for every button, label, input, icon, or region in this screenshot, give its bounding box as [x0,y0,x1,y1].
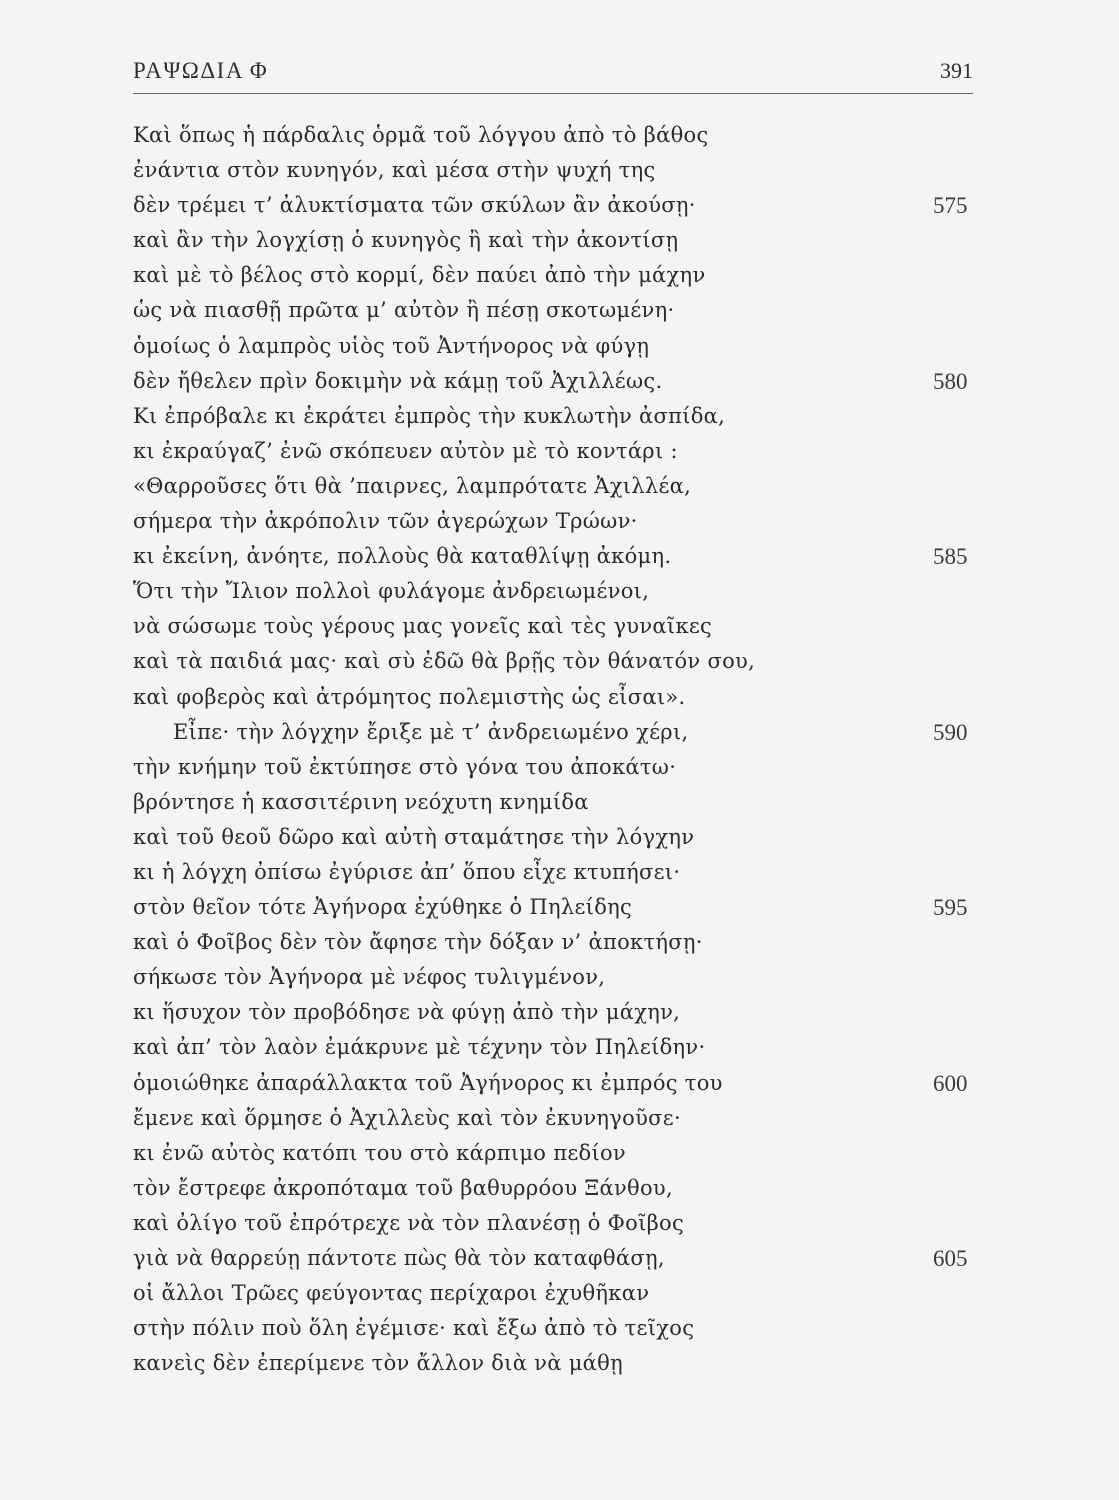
verse-line [133,1171,993,1206]
verse-text: καὶ ὁ Φοῖβος δὲν τὸν ἄφησε τὴν δόξαν ν’ ἀποκτήσῃ· [133,930,703,955]
verse-text: ὡς νὰ πιασθῇ πρῶτα μ’ αὐτὸν ἢ πέσῃ σκοτωμένη· [133,298,675,323]
verse-line [133,258,993,293]
verse-text: ὁμοίως ὁ λαμπρὸς υἱὸς τοῦ Ἀντήνορος νὰ φύγῃ [133,333,650,358]
verse-line [133,785,993,820]
verse-text: Εἶπε· τὴν λόγχην ἔριξε μὲ τ’ ἀνδρειωμένο χέρι, [173,719,689,744]
verse-text: δὲν ἤθελεν πρὶν δοκιμὴν νὰ κάμῃ τοῦ Ἀχιλλέως. [133,368,663,393]
verse-line [133,1136,993,1171]
page-number: 391 [940,58,973,83]
verse-text: κι ἡ λόγχη ὀπίσω ἐγύρισε ἀπ’ ὅπου εἶχε κτυπήσει· [133,859,681,884]
verse-line [133,644,993,679]
verse-text: γιὰ νὰ θαρρεύῃ πάντοτε πὼς θὰ τὸν καταφθάσῃ, [133,1246,665,1270]
verse-line [133,153,993,188]
verse-line [133,1206,993,1241]
line-number: 585 [933,544,968,570]
verse-line [133,820,993,855]
header-rule [133,93,973,94]
verse-line [133,434,993,469]
verse-line [133,329,993,364]
line-number: 605 [933,1246,968,1271]
verse-text: στὴν πόλιν ποὺ ὅλη ἐγέμισε· καὶ ἔξω ἀπὸ τὸ τεῖχος [133,1316,695,1341]
verse-text: ἔμενε καὶ ὅρμησε ὁ Ἀχιλλεὺς καὶ τὸν ἐκυνηγοῦσε· [133,1105,681,1130]
verse-line [133,715,993,750]
verse-text: καὶ ὀλίγο τοῦ ἐπρότρεχε νὰ τὸν πλανέσῃ ὁ Φοῖβος [133,1210,685,1235]
verse-line [133,1030,993,1065]
verse-text: νὰ σώσωμε τοὺς γέρους μας γονεῖς καὶ τὲς γυναῖκες [133,614,713,639]
verse-line [133,539,993,574]
verse-line [133,469,993,504]
verse-line [133,855,993,890]
verse-text: κι ἐκραύγαζ’ ἐνῶ σκόπευεν αὐτὸν μὲ τὸ κοντάρι : [133,438,678,463]
verse-text: δὲν τρέμει τ’ ἀλυκτίσματα τῶν σκύλων ἂν ἀκούσῃ· [133,193,696,218]
verse-line [133,1346,993,1381]
verse-text: κι ἐκείνη, ἀνόητε, πολλοὺς θὰ καταθλίψῃ ἀκόμη. [133,544,672,569]
verse-line [133,504,993,539]
line-number: 590 [933,719,968,745]
verse-text: καὶ τὰ παιδιά μας· καὶ σὺ ἐδῶ θὰ βρῇς τὸν θάνατόν σου, [133,649,756,674]
running-title: ΡΑΨΩΔΙΑ Φ [133,58,269,83]
verse-block [133,118,993,1381]
verse-text: καὶ ἂν τὴν λογχίσῃ ὁ κυνηγὸς ἢ καὶ τὴν ἀκοντίσῃ [133,228,679,253]
verse-line [133,890,993,925]
verse-line [133,995,993,1030]
verse-line [133,293,993,328]
verse-line [133,925,993,960]
verse-text: καὶ τοῦ θεοῦ δῶρο καὶ αὐτὴ σταμάτησε τὴν λόγχην [133,824,695,849]
verse-line [133,1066,993,1101]
verse-line [133,1101,993,1136]
verse-line [133,1241,993,1276]
verse-text: Ὅτι τὴν Ἴλιον πολλοὶ φυλάγομε ἀνδρειωμένοι, [133,579,650,604]
verse-text: σήκωσε τὸν Ἀγήνορα μὲ νέφος τυλιγμένον, [133,965,606,990]
verse-line [133,750,993,785]
verse-line [133,680,993,715]
verse-text: καὶ μὲ τὸ βέλος στὸ κορμί, δὲν παύει ἀπὸ τὴν μάχην [133,263,706,288]
verse-text: ἐνάντια στὸν κυνηγόν, καὶ μέσα στὴν ψυχή της [133,158,656,183]
verse-line [133,1276,993,1311]
verse-line [133,188,993,223]
line-number: 595 [933,895,968,921]
verse-line [133,223,993,258]
verse-text: σήμερα τὴν ἀκρόπολιν τῶν ἀγερώχων Τρώων· [133,509,638,534]
line-number: 600 [933,1070,968,1096]
verse-text: «Θαρροῦσες ὅτι θὰ ’παιρνες, λαμπρότατε Ἀχιλλέα, [133,473,692,498]
verse-line [133,399,993,434]
verse-line [133,118,993,153]
verse-text: τὴν κνήμην τοῦ ἐκτύπησε στὸ γόνα του ἀποκάτω· [133,754,677,779]
verse-line [133,574,993,609]
line-number: 580 [933,368,968,394]
verse-line [133,364,993,399]
verse-line [133,609,993,644]
page-header [133,58,973,92]
verse-text: καὶ ἀπ’ τὸν λαὸν ἐμάκρυνε μὲ τέχνην τὸν Πηλείδην· [133,1035,706,1060]
verse-text: ὁμοιώθηκε ἀπαράλλακτα τοῦ Ἀγήνορος κι ἐμπρός του [133,1070,723,1095]
verse-line [133,1311,993,1346]
verse-text: στὸν θεῖον τότε Ἀγήνορα ἐχύθηκε ὁ Πηλείδης [133,895,633,920]
verse-text: κι ἥσυχον τὸν προβόδησε νὰ φύγῃ ἀπὸ τὴν μάχην, [133,1000,681,1025]
verse-text: Κι ἐπρόβαλε κι ἐκράτει ἐμπρὸς τὴν κυκλωτὴν ἀσπίδα, [133,403,726,428]
verse-text: κανεὶς δὲν ἐπερίμενε τὸν ἄλλον διὰ νὰ μάθῃ [133,1351,623,1376]
verse-text: Καὶ ὅπως ἡ πάρδαλις ὁρμᾶ τοῦ λόγγου ἀπὸ τὸ βάθος [133,123,709,147]
verse-text: βρόντησε ἡ κασσιτέρινη νεόχυτη κνημίδα [133,789,589,814]
line-number: 575 [933,193,968,219]
verse-text: καὶ φοβερὸς καὶ ἀτρόμητος πολεμιστὴς ὡς εἶσαι». [133,684,686,709]
verse-text: οἱ ἄλλοι Τρῶες φεύγοντας περίχαροι ἐχυθῆκαν [133,1281,650,1306]
verse-text: κι ἐνῶ αὐτὸς κατόπι του στὸ κάρπιμο πεδίον [133,1140,626,1165]
verse-text: τὸν ἔστρεφε ἀκροπόταμα τοῦ βαθυρρόου Ξάνθου, [133,1175,673,1200]
verse-line [133,960,993,995]
